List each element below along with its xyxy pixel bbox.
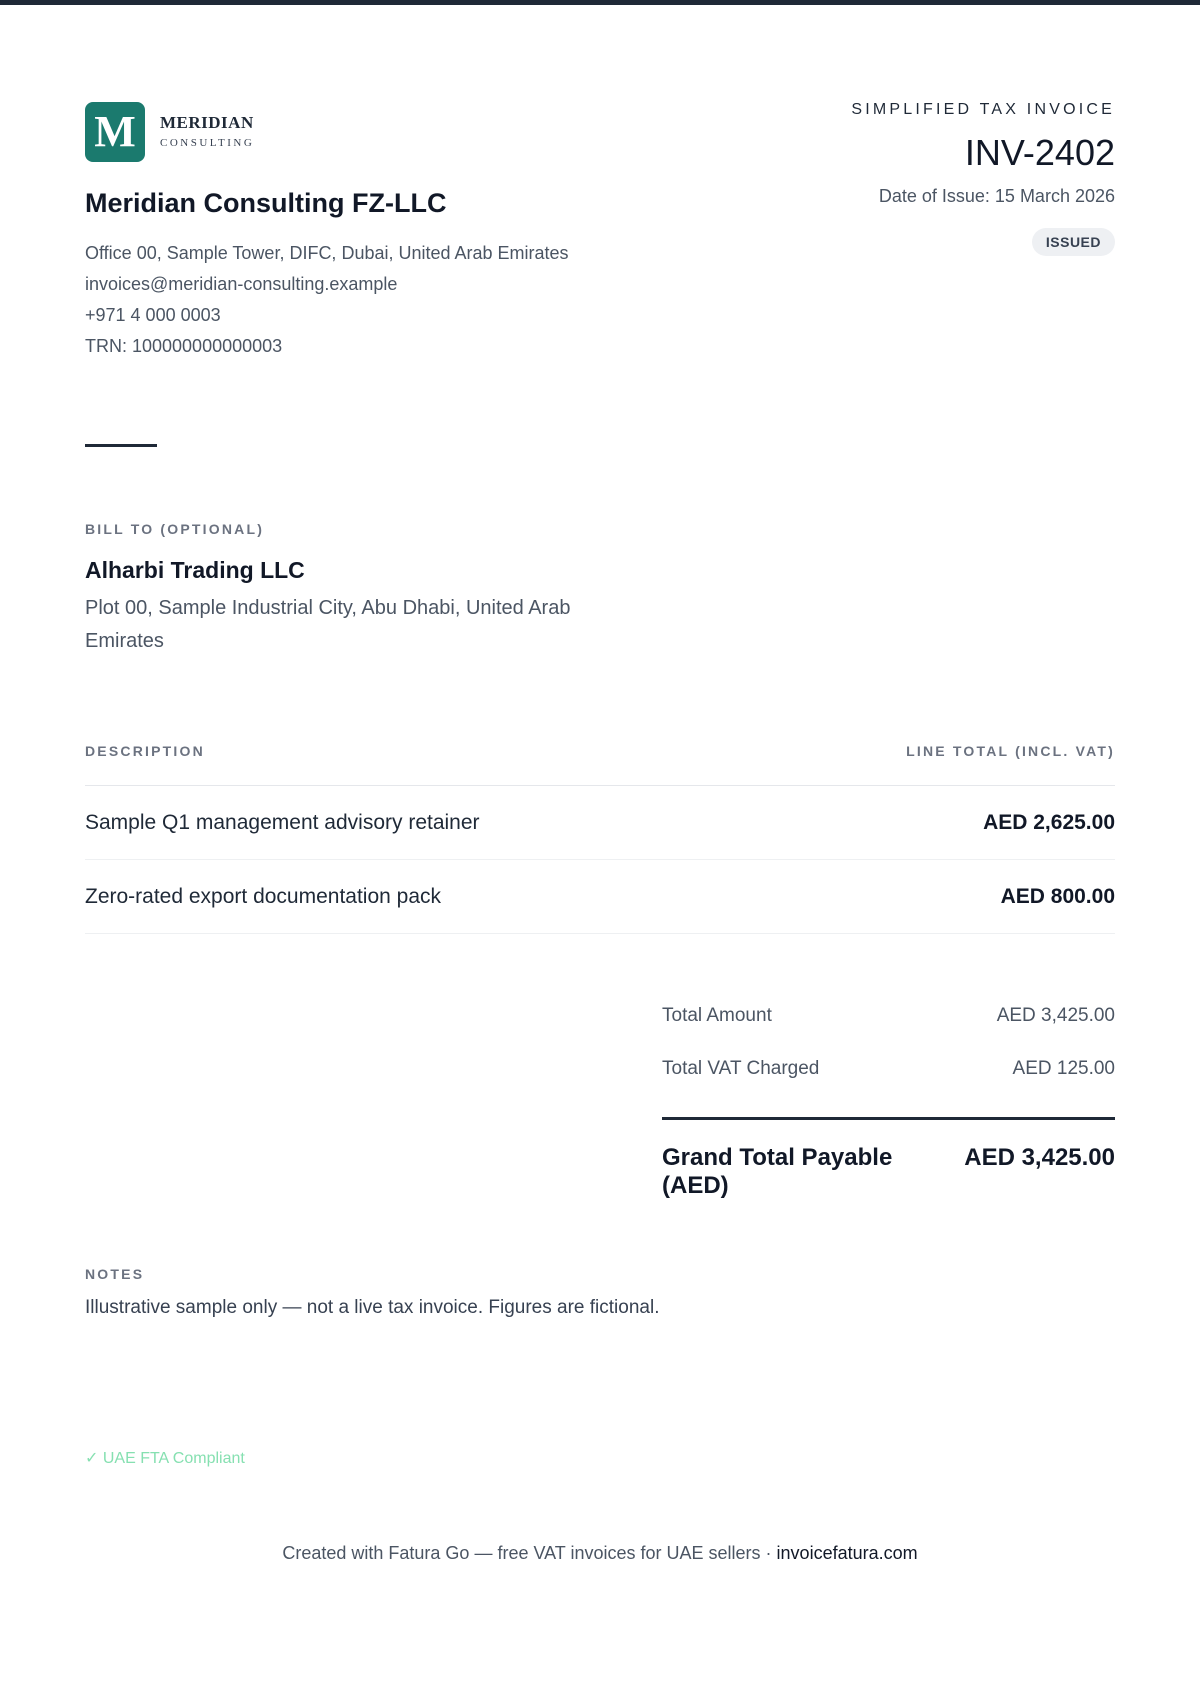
notes-label: NOTES	[85, 1266, 145, 1282]
line-total-header: LINE TOTAL (INCL. VAT)	[906, 743, 1115, 759]
document-type: SIMPLIFIED TAX INVOICE	[851, 101, 1115, 118]
total-amount-value: AED 3,425.00	[996, 1005, 1115, 1026]
bill-to-label: BILL TO (OPTIONAL)	[85, 521, 265, 537]
item-line-total: AED 800.00	[1000, 884, 1115, 908]
logo-wordmark	[160, 113, 254, 151]
status-badge: ISSUED	[1032, 228, 1115, 256]
logo-mark: M	[85, 102, 145, 162]
footer-text: Created with Fatura Go — free VAT invoices for UAE sellers ·	[282, 1543, 777, 1563]
grand-total-value: AED 3,425.00	[964, 1144, 1115, 1171]
grand-total-row	[662, 1144, 1115, 1200]
table-row	[85, 786, 1115, 860]
logo-name: MERIDIAN	[160, 113, 254, 132]
seller-email: invoices@meridian-consulting.example	[85, 274, 398, 294]
seller-address: Office 00, Sample Tower, DIFC, Dubai, United Arab Emirates	[85, 243, 569, 263]
table-header	[85, 735, 1115, 786]
total-vat-value: AED 125.00	[1012, 1058, 1115, 1079]
buyer-name: Alharbi Trading LLC	[85, 557, 305, 583]
seller-details	[85, 238, 569, 362]
seller-name: Meridian Consulting FZ-LLC	[85, 188, 447, 218]
line-items-table	[85, 735, 1115, 934]
total-vat-label: Total VAT Charged	[662, 1058, 820, 1079]
compliance-badge: ✓ UAE FTA Compliant	[85, 1450, 245, 1467]
logo-subtitle: CONSULTING	[160, 137, 255, 149]
notes-text: Illustrative sample only — not a live tax invoice. Figures are fictional.	[85, 1297, 660, 1318]
item-line-total: AED 2,625.00	[983, 810, 1115, 834]
totals-divider	[662, 1117, 1115, 1120]
table-row	[85, 860, 1115, 934]
totals-summary	[662, 1005, 1115, 1200]
grand-total-label: Grand Total Payable (AED)	[662, 1144, 893, 1199]
section-divider	[85, 444, 157, 447]
footer	[0, 1543, 1200, 1564]
total-amount-label: Total Amount	[662, 1005, 772, 1026]
seller-phone: +971 4 000 0003	[85, 305, 221, 325]
total-amount-row	[662, 1005, 1115, 1058]
total-vat-row	[662, 1058, 1115, 1111]
invoice-number: INV-2402	[964, 132, 1115, 173]
item-description: Zero-rated export documentation pack	[85, 884, 442, 908]
issue-date: Date of Issue: 15 March 2026	[878, 186, 1115, 206]
item-description: Sample Q1 management advisory retainer	[85, 810, 480, 834]
footer-link[interactable]: invoicefatura.com	[776, 1543, 918, 1563]
company-logo	[85, 102, 254, 162]
buyer-address: Plot 00, Sample Industrial City, Abu Dhabi, United Arab Emirates	[85, 597, 571, 652]
seller-trn: TRN: 100000000000003	[85, 336, 283, 356]
description-header: DESCRIPTION	[85, 743, 205, 759]
